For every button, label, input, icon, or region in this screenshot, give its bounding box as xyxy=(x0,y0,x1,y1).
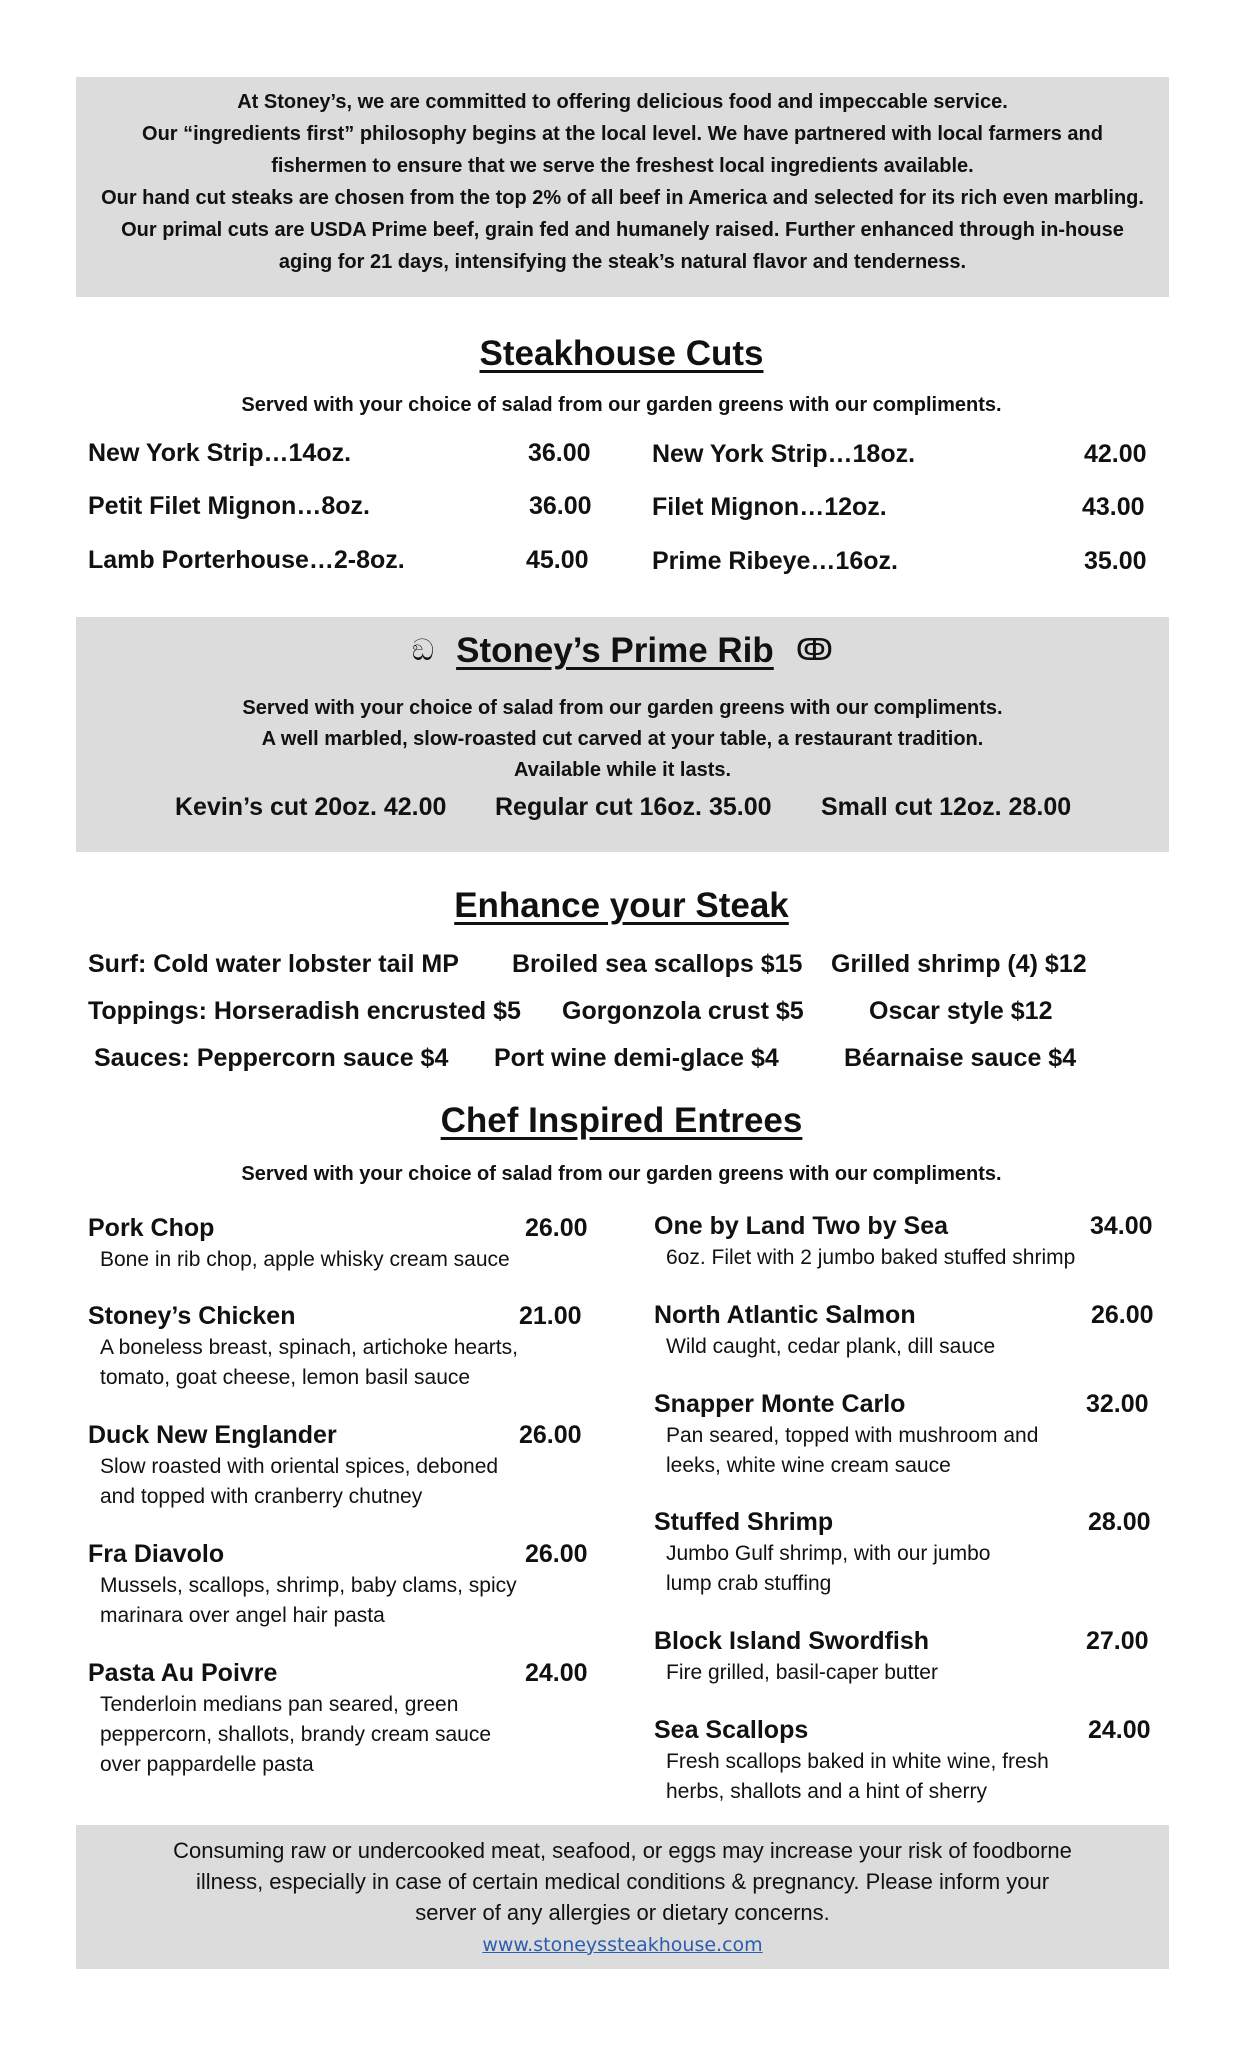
menu-item xyxy=(88,546,589,575)
prime-rib-cut: Kevin’s cut 20oz. 42.00 xyxy=(175,793,447,821)
entree-desc-line: and topped with cranberry chutney xyxy=(100,1485,423,1508)
entree-desc-line: peppercorn, shallots, brandy cream sauce xyxy=(100,1723,492,1746)
ornament-left-icon: ඞ xyxy=(411,634,435,667)
menu-item xyxy=(88,492,592,521)
entree-name: North Atlantic Salmon xyxy=(654,1301,916,1329)
entree-description xyxy=(88,1245,588,1275)
enhance-option: Béarnaise sauce $4 xyxy=(844,1044,1077,1072)
prime-rib-line: Served with your choice of salad from our garden greens with our compliments. xyxy=(242,697,1003,719)
prime-rib-cut: Regular cut 16oz. 35.00 xyxy=(495,793,772,821)
enhance-option: Surf: Cold water lobster tail MP xyxy=(88,950,459,978)
item-name: Prime Ribeye…16oz. xyxy=(652,547,898,575)
prime-rib-title: Stoney’s Prime Rib xyxy=(456,631,774,670)
entree-price: 21.00 xyxy=(519,1302,582,1330)
entree-name: One by Land Two by Sea xyxy=(654,1212,949,1240)
entree-item xyxy=(88,1302,588,1393)
entree-item xyxy=(654,1716,1154,1807)
entrees-title: Chef Inspired Entrees xyxy=(440,1101,803,1140)
entree-item xyxy=(654,1212,1154,1273)
entree-item xyxy=(654,1627,1154,1688)
prime-rib-heading xyxy=(76,631,1169,671)
entree-desc-line: tomato, goat cheese, lemon basil sauce xyxy=(100,1366,471,1389)
entree-item xyxy=(88,1540,588,1631)
menu-item xyxy=(652,547,1147,576)
item-price: 36.00 xyxy=(528,439,591,467)
entree-name: Pork Chop xyxy=(88,1214,215,1242)
entree-name: Duck New Englander xyxy=(88,1421,337,1449)
intro-box xyxy=(76,77,1169,297)
entree-desc-line: Jumbo Gulf shrimp, with our jumbo xyxy=(666,1542,991,1565)
entree-description xyxy=(88,1333,588,1393)
entree-name: Pasta Au Poivre xyxy=(88,1659,278,1687)
entree-description xyxy=(654,1332,1154,1362)
entree-desc-line: Bone in rib chop, apple whisky cream sauce xyxy=(100,1248,510,1271)
intro-line: At Stoney’s, we are committed to offering delicious food and impeccable service. xyxy=(237,91,1008,113)
entree-item xyxy=(88,1421,588,1512)
entree-description xyxy=(654,1658,1154,1688)
entree-name: Snapper Monte Carlo xyxy=(654,1390,906,1418)
entree-price: 26.00 xyxy=(525,1214,588,1242)
item-price: 43.00 xyxy=(1082,493,1145,521)
entree-name: Sea Scallops xyxy=(654,1716,809,1744)
entree-price: 26.00 xyxy=(1091,1301,1154,1329)
allergy-notice: Consuming raw or undercooked meat, seafood, or eggs may increase your risk of foodborne illness, especially in case of certain medical conditions & pregnancy. Please inform your server of any allergies or dietary concerns. xyxy=(173,1838,1072,1925)
entree-desc-line: Pan seared, topped with mushroom and xyxy=(666,1424,1039,1447)
entree-price: 26.00 xyxy=(525,1540,588,1568)
entree-price: 24.00 xyxy=(1088,1716,1151,1744)
entree-name: Stuffed Shrimp xyxy=(654,1508,834,1536)
entree-name: Stoney’s Chicken xyxy=(88,1302,296,1330)
prime-rib-description xyxy=(76,693,1169,786)
item-name: New York Strip…18oz. xyxy=(652,440,916,468)
prime-rib-line: Available while it lasts. xyxy=(513,759,732,781)
menu-item xyxy=(88,439,591,468)
website-link[interactable]: www.stoneyssteakhouse.com xyxy=(482,1934,763,1956)
entree-description xyxy=(654,1243,1154,1273)
entree-item xyxy=(88,1659,588,1780)
item-name: Petit Filet Mignon…8oz. xyxy=(88,492,370,520)
prime-rib-box xyxy=(76,617,1169,852)
entree-desc-line: Wild caught, cedar plank, dill sauce xyxy=(666,1335,996,1358)
item-name: Filet Mignon…12oz. xyxy=(652,493,887,521)
prime-rib-cut: Small cut 12oz. 28.00 xyxy=(821,793,1072,821)
enhance-option: Toppings: Horseradish encrusted $5 xyxy=(88,997,521,1025)
entree-item xyxy=(654,1390,1154,1481)
steakhouse-title: Steakhouse Cuts xyxy=(479,334,764,373)
entree-description xyxy=(654,1747,1154,1807)
entree-desc-line: Fire grilled, basil-caper butter xyxy=(666,1661,938,1684)
enhance-option: Port wine demi-glace $4 xyxy=(494,1044,779,1072)
entree-description xyxy=(88,1690,588,1780)
item-name: New York Strip…14oz. xyxy=(88,439,352,467)
enhance-option: Oscar style $12 xyxy=(869,997,1053,1025)
item-price: 42.00 xyxy=(1084,440,1147,468)
entree-price: 24.00 xyxy=(525,1659,588,1687)
entree-desc-line: 6oz. Filet with 2 jumbo baked stuffed shrimp xyxy=(666,1246,1076,1269)
entree-desc-line: Fresh scallops baked in white wine, fresh xyxy=(666,1750,1049,1773)
item-price: 45.00 xyxy=(526,546,589,574)
item-price: 36.00 xyxy=(529,492,592,520)
entree-price: 26.00 xyxy=(519,1421,582,1449)
entree-description xyxy=(654,1421,1154,1481)
entree-description xyxy=(88,1571,588,1631)
menu-item xyxy=(652,493,1145,522)
footer-box xyxy=(76,1825,1169,1969)
entree-price: 27.00 xyxy=(1086,1627,1149,1655)
item-price: 35.00 xyxy=(1084,547,1147,575)
item-name: Lamb Porterhouse…2-8oz. xyxy=(88,546,405,574)
entree-price: 28.00 xyxy=(1088,1508,1151,1536)
enhance-option: Gorgonzola crust $5 xyxy=(562,997,804,1025)
entree-desc-line: Slow roasted with oriental spices, deboned xyxy=(100,1455,499,1478)
entree-name: Fra Diavolo xyxy=(88,1540,225,1568)
intro-line: Our hand cut steaks are chosen from the top 2% of all beef in America and selected for its rich even marbling. Our primal cuts are USDA Prime beef, grain fed and humanely raised. Further enhanced through in-house aging for 21 days, intensifying the steak’s natural flavor and tenderness. xyxy=(101,187,1144,273)
entree-desc-line: Tenderloin medians pan seared, green xyxy=(100,1693,459,1716)
entree-item xyxy=(654,1301,1154,1362)
entree-description xyxy=(654,1539,1154,1599)
entree-name: Block Island Swordfish xyxy=(654,1627,930,1655)
entree-price: 34.00 xyxy=(1090,1212,1153,1240)
entree-item xyxy=(654,1508,1154,1599)
entree-desc-line: lump crab stuffing xyxy=(666,1572,832,1595)
entree-price: 32.00 xyxy=(1086,1390,1149,1418)
enhance-option: Broiled sea scallops $15 xyxy=(512,950,803,978)
entree-desc-line: marinara over angel hair pasta xyxy=(100,1604,385,1627)
entree-desc-line: over pappardelle pasta xyxy=(100,1753,314,1776)
enhance-title: Enhance your Steak xyxy=(454,886,789,925)
entree-desc-line: A boneless breast, spinach, artichoke hearts, xyxy=(100,1336,518,1359)
prime-rib-line: A well marbled, slow-roasted cut carved at your table, a restaurant tradition. xyxy=(261,728,984,750)
entree-description xyxy=(88,1452,588,1512)
intro-line: Our “ingredients first” philosophy begins at the local level. We have partnered with local farmers and fishermen to ensure that we serve the freshest local ingredients available. xyxy=(142,123,1103,177)
entrees-subtitle: Served with your choice of salad from our garden greens with our compliments. xyxy=(241,1163,1002,1185)
ornament-right-icon: ↂ xyxy=(795,634,834,667)
entree-desc-line: leeks, white wine cream sauce xyxy=(666,1454,951,1477)
entree-desc-line: Mussels, scallops, shrimp, baby clams, spicy xyxy=(100,1574,517,1597)
steakhouse-subtitle: Served with your choice of salad from our garden greens with our compliments. xyxy=(241,394,1002,416)
enhance-option: Grilled shrimp (4) $12 xyxy=(831,950,1087,978)
enhance-option: Sauces: Peppercorn sauce $4 xyxy=(94,1044,449,1072)
entree-item xyxy=(88,1214,588,1275)
menu-item xyxy=(652,440,1147,469)
entree-desc-line: herbs, shallots and a hint of sherry xyxy=(666,1780,988,1803)
